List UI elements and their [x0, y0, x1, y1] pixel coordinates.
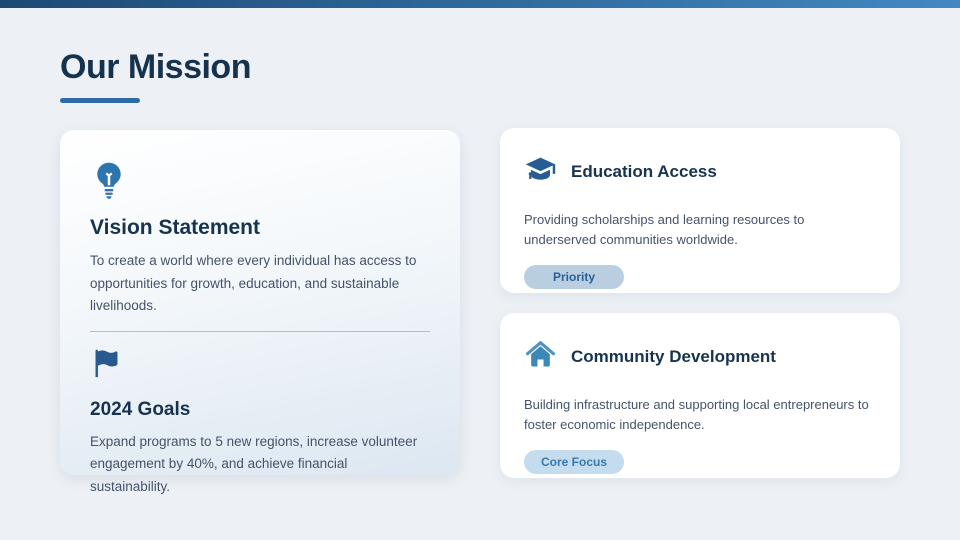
- vision-heading: Vision Statement: [90, 216, 260, 239]
- goals-heading: 2024 Goals: [90, 398, 191, 420]
- home-icon: [524, 338, 557, 376]
- title-underline: [60, 98, 140, 103]
- community-title: Community Development: [571, 347, 776, 366]
- community-card-header: [524, 338, 872, 376]
- community-card: [500, 313, 900, 478]
- vision-body: To create a world where every individual has access to opportunities for growth, education, and sustainable livelihoods.: [90, 253, 417, 313]
- education-title: Education Access: [571, 162, 717, 181]
- education-body: Providing scholarships and learning resources to underserved communities worldwide.: [524, 212, 805, 247]
- graduation-cap-icon: [524, 153, 557, 191]
- goals-body: Expand programs to 5 new regions, increase volunteer engagement by 40%, and achieve financial sustainability.: [90, 433, 418, 494]
- flag-icon: [90, 346, 124, 380]
- education-card-header: [524, 153, 872, 191]
- mission-card: [60, 130, 460, 494]
- vision-section: [90, 160, 430, 318]
- page-title: Our Mission: [60, 48, 251, 86]
- education-card: [500, 128, 900, 293]
- core-focus-badge: Core Focus: [524, 450, 624, 474]
- lightbulb-icon: [90, 160, 430, 200]
- community-body: Building infrastructure and supporting local entrepreneurs to foster economic independence.: [524, 397, 869, 432]
- priority-badge: Priority: [524, 265, 624, 289]
- goals-section: [90, 332, 430, 499]
- top-accent-bar: [0, 0, 960, 8]
